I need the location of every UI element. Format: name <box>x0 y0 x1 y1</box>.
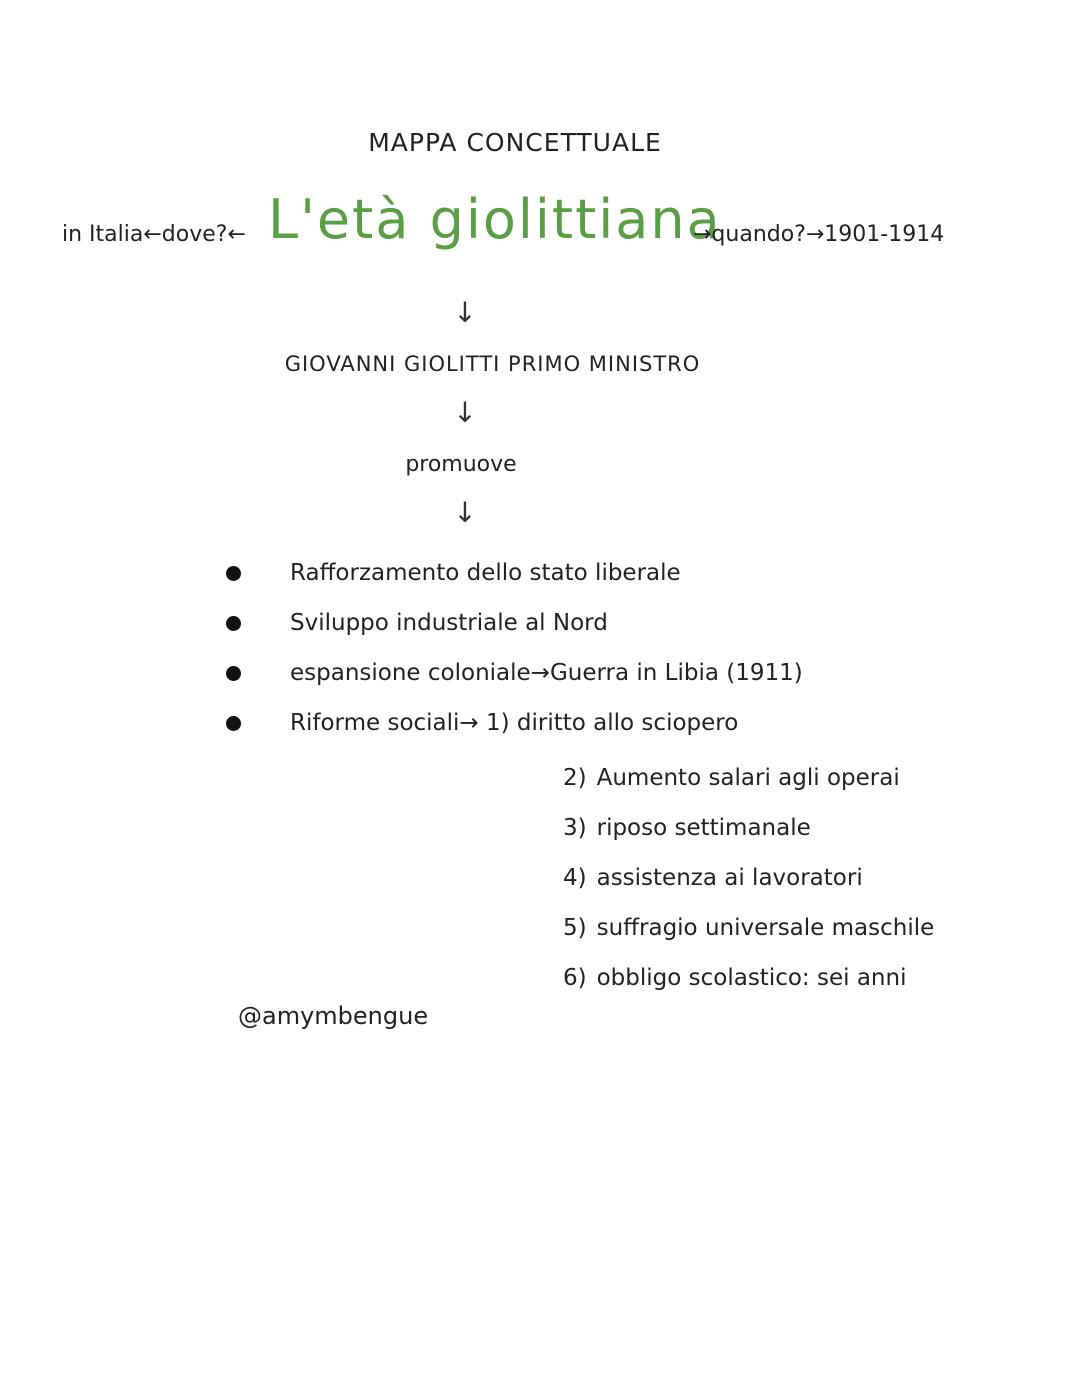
reform-text: Aumento salari agli operai <box>596 765 900 791</box>
bullet-dot-icon <box>226 616 241 631</box>
minister-label: GIOVANNI GIOLITTI PRIMO MINISTRO <box>284 352 701 376</box>
main-title: L'età giolittiana <box>268 188 722 251</box>
promotes-label: promuove <box>405 452 517 477</box>
list-item-text: Sviluppo industriale al Nord <box>290 610 608 636</box>
reform-text: obbligo scolastico: sei anni <box>596 965 907 991</box>
where-label: in Italia←dove?← <box>62 222 246 247</box>
page-heading: MAPPA CONCETTUALE <box>368 128 662 157</box>
author-signature: @amymbengue <box>238 1002 429 1030</box>
bullet-dot-icon <box>226 716 241 731</box>
bullet-dot-icon <box>226 666 241 681</box>
down-arrow-icon: ↓ <box>453 296 477 329</box>
when-label: →quando?→1901-1914 <box>693 222 945 247</box>
reform-text: riposo settimanale <box>596 815 811 841</box>
reform-number: 6) <box>563 965 587 991</box>
reform-number: 3) <box>563 815 587 841</box>
list-item <box>226 598 803 648</box>
list-item-text: Riforme sociali→ 1) diritto allo sciopero <box>290 710 739 736</box>
reform-number: 5) <box>563 915 587 941</box>
reform-item <box>563 753 934 803</box>
reform-number: 2) <box>563 765 587 791</box>
reforms-list <box>563 753 934 1003</box>
bullet-dot-icon <box>226 566 241 581</box>
list-item-text: Rafforzamento dello stato liberale <box>290 560 681 586</box>
list-item <box>226 548 803 598</box>
reform-number: 4) <box>563 865 587 891</box>
reform-text: suffragio universale maschile <box>596 915 935 941</box>
reform-item <box>563 903 934 953</box>
down-arrow-icon: ↓ <box>453 396 477 429</box>
reform-text: assistenza ai lavoratori <box>596 865 863 891</box>
list-item-text: espansione coloniale→Guerra in Libia (1911) <box>290 660 803 686</box>
reform-item <box>563 953 934 1003</box>
reform-item <box>563 803 934 853</box>
down-arrow-icon: ↓ <box>453 496 477 529</box>
list-item <box>226 648 803 698</box>
list-item <box>226 698 803 748</box>
reform-item <box>563 853 934 903</box>
bullet-list <box>226 548 803 748</box>
